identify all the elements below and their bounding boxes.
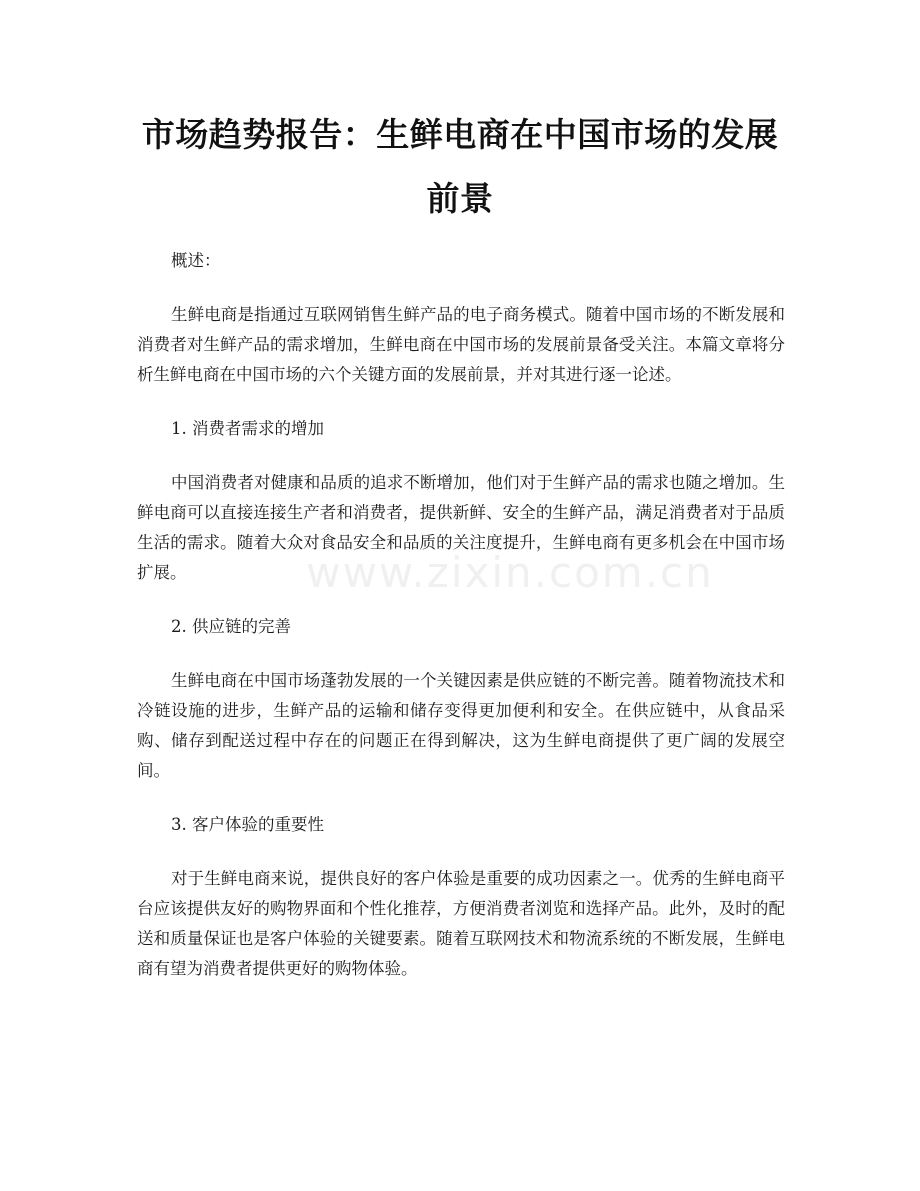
section-1-paragraph: 中国消费者对健康和品质的追求不断增加，他们对于生鲜产品的需求也随之增加。生鲜电商可以直接连接生产者和消费者，提供新鲜、安全的生鲜产品，满足消费者对于品质生活的需求。随着大众对食品安全和品质的关注度提升，生鲜电商有更多机会在中国市场扩展。 [137, 473, 785, 582]
section-2-paragraph: 生鲜电商在中国市场蓬勃发展的一个关键因素是供应链的不断完善。随着物流技术和冷链设施的进步，生鲜产品的运输和储存变得更加便利和安全。在供应链中，从食品采购、储存到配送过程中存在的问题正在得到解决，这为生鲜电商提供了更广阔的发展空间。 [137, 671, 785, 780]
section-3-heading: 3. 客户体验的重要性 [171, 815, 324, 834]
document-title: 市场趋势报告：生鲜电商在中国市场的发展前景 [141, 115, 779, 218]
watermark: www.zixin.com.cn [306, 548, 714, 597]
overview-label: 概述： [171, 251, 221, 270]
document-body [137, 246, 785, 1008]
section-2-heading: 2. 供应链的完善 [171, 617, 291, 636]
section-3-paragraph: 对于生鲜电商来说，提供良好的客户体验是重要的成功因素之一。优秀的生鲜电商平台应该提供友好的购物界面和个性化推荐，方便消费者浏览和选择产品。此外，及时的配送和质量保证也是客户体验的关键要素。随着互联网技术和物流系统的不断发展，生鲜电商有望为消费者提供更好的购物体验。 [137, 869, 785, 978]
section-1-heading: 1. 消费者需求的增加 [171, 419, 324, 438]
overview-paragraph: 生鲜电商是指通过互联网销售生鲜产品的电子商务模式。随着中国市场的不断发展和消费者对生鲜产品的需求增加，生鲜电商在中国市场的发展前景备受关注。本篇文章将分析生鲜电商在中国市场的六个关键方面的发展前景，并对其进行逐一论述。 [137, 305, 785, 384]
